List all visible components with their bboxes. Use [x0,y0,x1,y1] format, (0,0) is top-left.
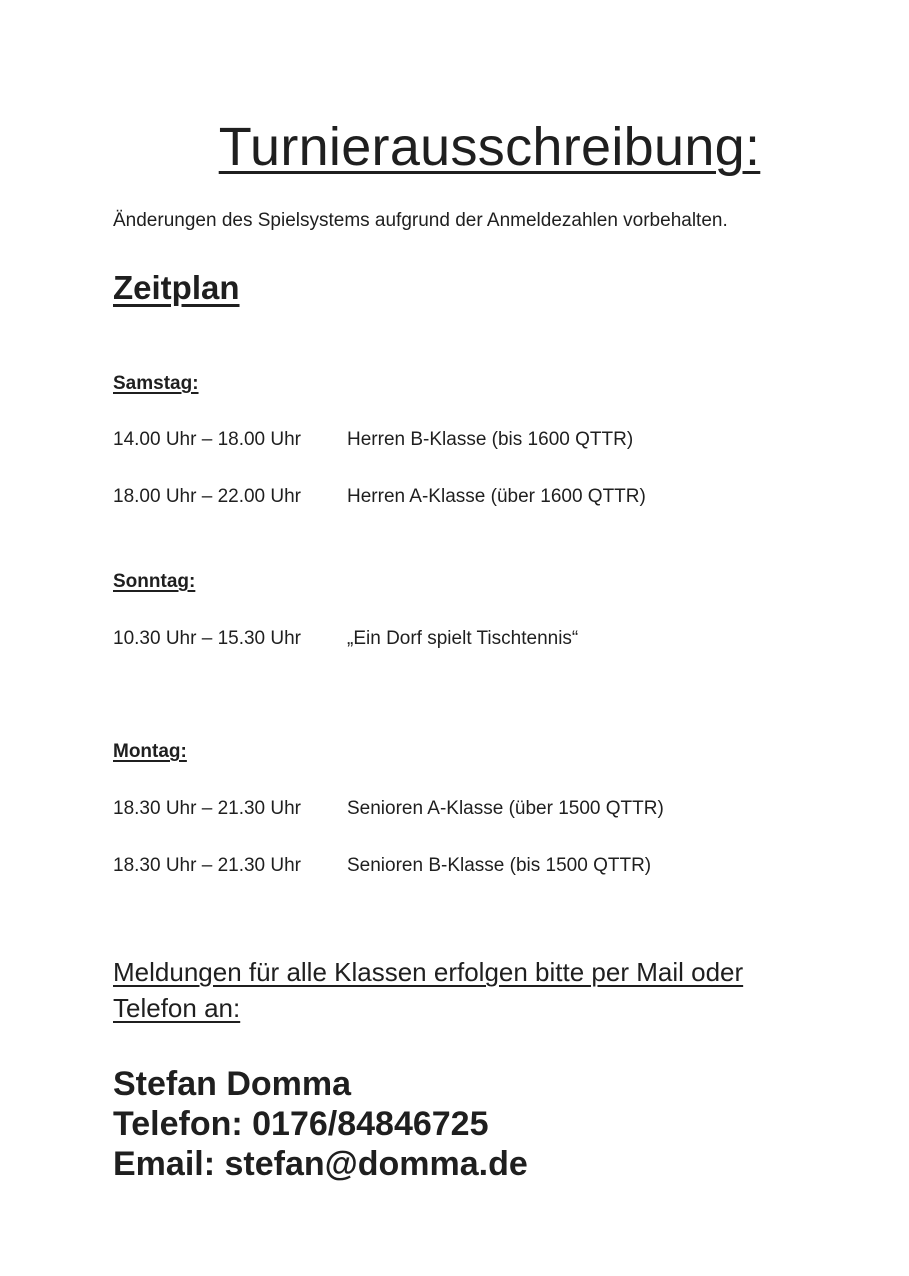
schedule-row [113,484,646,510]
schedule-event: „Ein Dorf spielt Tischtennis“ [347,628,579,649]
page-title-text: Turnierausschreibung: [218,117,761,177]
schedule-row [113,427,633,453]
schedule-event: Herren B-Klasse (bis 1600 QTTR) [347,429,634,450]
schedule-time: 18.30 Uhr – 21.30 Uhr [113,798,302,819]
schedule-row [113,853,651,879]
schedule-row [113,626,578,652]
day-heading-monday: Montag: [113,741,187,762]
schedule-event: Herren A-Klasse (über 1600 QTTR) [347,486,646,507]
day-heading-saturday: Samstag: [113,373,199,394]
contact-email: Email: stefan@domma.de [113,1145,528,1183]
day-heading-sunday: Sonntag: [113,571,196,592]
schedule-event: Senioren A-Klasse (über 1500 QTTR) [347,798,664,819]
page-title [0,112,909,182]
schedule-time: 10.30 Uhr – 15.30 Uhr [113,628,302,649]
schedule-event: Senioren B-Klasse (bis 1500 QTTR) [347,855,652,876]
contact-block [113,1064,528,1184]
schedule-time: 18.30 Uhr – 21.30 Uhr [113,855,302,876]
section-title-zeitplan: Zeitplan [113,269,240,306]
schedule-time: 18.00 Uhr – 22.00 Uhr [113,486,302,507]
contact-name: Stefan Domma [113,1065,352,1103]
schedule-time: 14.00 Uhr – 18.00 Uhr [113,429,302,450]
signup-instructions: Meldungen für alle Klassen erfolgen bitte per Mail oder Telefon an: [113,957,744,1023]
schedule-row [113,796,664,822]
notice-text: Änderungen des Spielsystems aufgrund der Anmeldezahlen vorbehalten. [113,210,728,231]
contact-phone: Telefon: 0176/84846725 [113,1105,489,1143]
